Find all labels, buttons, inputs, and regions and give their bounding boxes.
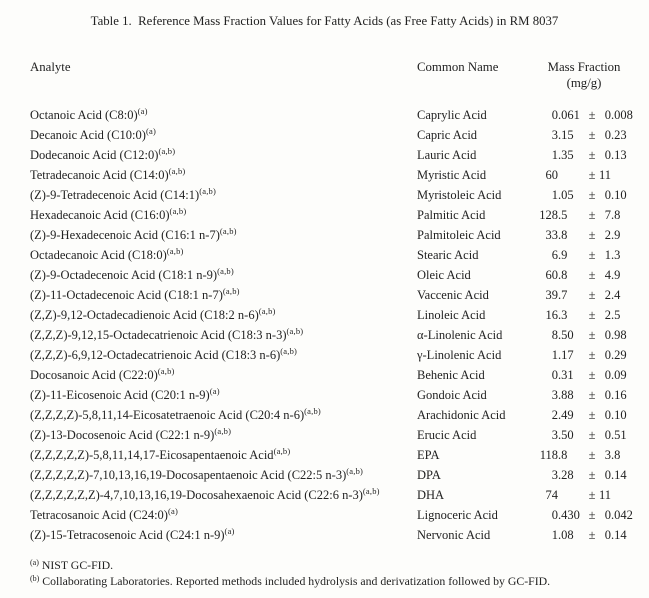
- uncertainty-int: 0: [604, 388, 611, 402]
- common-name-cell: Palmitic Acid: [417, 208, 486, 222]
- common-name-cell: Oleic Acid: [417, 268, 471, 282]
- value-int: 2: [551, 408, 558, 422]
- analyte-footnote-marker: (a,b): [158, 146, 176, 156]
- analyte-name: Decanoic Acid (C10:0): [30, 128, 146, 142]
- mass-fraction-cell: [532, 285, 638, 305]
- uncertainty-int: 0: [604, 128, 611, 142]
- mass-fraction-cell: [532, 145, 638, 165]
- mass-fraction-cell: [532, 425, 638, 445]
- uncertainty-dec: .8: [611, 208, 621, 222]
- common-name-cell: Linoleic Acid: [417, 308, 486, 322]
- analyte-cell: [30, 225, 237, 245]
- table-row: [0, 145, 649, 165]
- uncertainty-int: 0: [604, 368, 611, 382]
- analyte-cell: [30, 365, 175, 385]
- analyte-name: (Z,Z,Z,Z,Z)-5,8,11,14,17-Eicosapentaenoic Acid: [30, 448, 274, 462]
- uncertainty-int: 0: [604, 188, 611, 202]
- analyte-cell: [30, 105, 148, 125]
- table-row: [0, 305, 649, 325]
- analyte-cell: [30, 165, 185, 185]
- mass-fraction-cell: [532, 365, 638, 385]
- value-dec: .08: [558, 528, 574, 542]
- analyte-footnote-marker: (a,b): [258, 306, 276, 316]
- analyte-cell: [30, 185, 216, 205]
- value-dec: .8: [558, 268, 568, 282]
- analyte-cell: [30, 485, 380, 505]
- common-name-cell: Capric Acid: [417, 128, 478, 142]
- common-name-cell: Lauric Acid: [417, 148, 477, 162]
- uncertainty-dec: .5: [611, 308, 621, 322]
- analyte-name: (Z)-11-Octadecenoic Acid (C18:1 n-7): [30, 288, 223, 302]
- common-name-cell: EPA: [417, 448, 440, 462]
- value-int: 1: [551, 188, 558, 202]
- uncertainty-dec: .14: [611, 528, 627, 542]
- uncertainty-int: 0: [604, 468, 611, 482]
- analyte-cell: [30, 385, 220, 405]
- analyte-footnote-marker: (a): [137, 106, 148, 116]
- value-int: 3: [551, 468, 558, 482]
- uncertainty-int: 0: [604, 348, 611, 362]
- uncertainty-int: 1: [604, 248, 611, 262]
- value-int: 60: [545, 168, 558, 182]
- footnotes: [30, 558, 550, 589]
- value-dec: .35: [558, 148, 574, 162]
- uncertainty-dec: .09: [611, 368, 627, 382]
- uncertainty-dec: .51: [611, 428, 627, 442]
- table-row: [0, 405, 649, 425]
- uncertainty-int: 2: [604, 308, 611, 322]
- uncertainty-dec: .9: [611, 268, 621, 282]
- plus-minus-sign: ±: [588, 228, 596, 242]
- table-row: [0, 165, 649, 185]
- mass-fraction-cell: [532, 485, 638, 505]
- analyte-footnote-marker: (a,b): [222, 286, 240, 296]
- value-int: 3: [551, 428, 558, 442]
- uncertainty-int: 0: [604, 408, 611, 422]
- value-int: 33: [545, 228, 558, 242]
- analyte-cell: [30, 405, 321, 425]
- common-name-cell: Stearic Acid: [417, 248, 479, 262]
- table-row: [0, 365, 649, 385]
- plus-minus-sign: ±: [588, 188, 596, 202]
- table-title: Table 1. Reference Mass Fraction Values for Fatty Acids (as Free Fatty Acids) in RM 8037: [90, 14, 559, 28]
- value-dec: .9: [558, 248, 568, 262]
- mass-fraction-cell: [532, 305, 638, 325]
- column-header-analyte: Analyte: [30, 60, 71, 74]
- mass-fraction-cell: [532, 445, 638, 465]
- analyte-name: (Z)-11-Eicosenoic Acid (C20:1 n-9): [30, 388, 210, 402]
- mass-fraction-cell: [532, 345, 638, 365]
- value-dec: .15: [558, 128, 574, 142]
- table-row: [0, 385, 649, 405]
- mass-fraction-unit: (mg/g): [566, 76, 602, 90]
- mass-fraction-cell: [532, 225, 638, 245]
- footnote-b-marker: (b): [30, 573, 40, 583]
- mass-fraction-label: Mass Fraction: [547, 60, 621, 74]
- analyte-footnote-marker: (a,b): [217, 266, 234, 276]
- analyte-name: (Z,Z,Z,Z)-5,8,11,14-Eicosatetraenoic Acid (C20:4 n-6): [30, 408, 305, 422]
- analyte-footnote-marker: (a,b): [199, 186, 217, 196]
- table-row: [0, 225, 649, 245]
- table-row: [0, 485, 649, 505]
- value-dec: .430: [558, 508, 580, 522]
- uncertainty-int: 11: [599, 488, 612, 502]
- mass-fraction-cell: [532, 125, 638, 145]
- uncertainty-int: 3: [604, 448, 611, 462]
- analyte-name: (Z)-9-Hexadecenoic Acid (C16:1 n-7): [30, 228, 220, 242]
- uncertainty-int: 0: [604, 428, 611, 442]
- value-int: 0: [551, 508, 558, 522]
- table-row: [0, 465, 649, 485]
- analyte-name: Hexadecanoic Acid (C16:0): [30, 208, 170, 222]
- mass-fraction-cell: [532, 205, 638, 225]
- value-dec: .3: [558, 308, 568, 322]
- analyte-name: Docosanoic Acid (C22:0): [30, 368, 158, 382]
- analyte-cell: [30, 305, 276, 325]
- value-dec: .061: [558, 108, 580, 122]
- uncertainty-dec: .9: [611, 228, 621, 242]
- uncertainty-dec: .16: [611, 388, 627, 402]
- plus-minus-sign: ±: [588, 208, 596, 222]
- uncertainty-int: 0: [604, 148, 611, 162]
- analyte-footnote-marker: (a): [145, 126, 156, 136]
- uncertainty-dec: .13: [611, 148, 627, 162]
- analyte-footnote-marker: (a): [167, 506, 179, 516]
- table-row: [0, 445, 649, 465]
- uncertainty-int: 2: [604, 288, 611, 302]
- table-row: [0, 265, 649, 285]
- mass-fraction-cell: [532, 465, 638, 485]
- common-name-cell: Myristoleic Acid: [417, 188, 502, 202]
- table-row: [0, 505, 649, 525]
- value-dec: .50: [558, 428, 574, 442]
- uncertainty-dec: .29: [611, 348, 627, 362]
- footnote-a: [30, 558, 550, 574]
- uncertainty-dec: .3: [611, 248, 621, 262]
- analyte-name: Dodecanoic Acid (C12:0): [30, 148, 159, 162]
- plus-minus-sign: ±: [588, 508, 596, 522]
- table-row: [0, 425, 649, 445]
- value-dec: .28: [558, 468, 574, 482]
- uncertainty-int: 2: [604, 228, 611, 242]
- column-header-mass-fraction: [528, 59, 640, 91]
- value-dec: .8: [558, 448, 568, 462]
- analyte-name: Tetradecanoic Acid (C14:0): [30, 168, 169, 182]
- analyte-footnote-marker: (a): [224, 526, 235, 536]
- analyte-name: (Z)-9-Octadecenoic Acid (C18:1 n-9): [30, 268, 218, 282]
- common-name-cell: Behenic Acid: [417, 368, 485, 382]
- analyte-name: Octadecanoic Acid (C18:0): [30, 248, 167, 262]
- uncertainty-dec: .14: [611, 468, 627, 482]
- plus-minus-sign: ±: [588, 268, 596, 282]
- mass-fraction-cell: [532, 505, 638, 525]
- analyte-cell: [30, 345, 297, 365]
- analyte-cell: [30, 425, 231, 445]
- plus-minus-sign: ±: [588, 108, 596, 122]
- plus-minus-sign: ±: [588, 408, 596, 422]
- mass-fraction-cell: [532, 185, 638, 205]
- footnote-a-marker: (a): [30, 558, 39, 567]
- value-dec: .05: [558, 188, 574, 202]
- common-name-cell: Lignoceric Acid: [417, 508, 498, 522]
- plus-minus-sign: ±: [588, 448, 596, 462]
- value-int: 1: [551, 348, 558, 362]
- value-dec: .49: [558, 408, 574, 422]
- plus-minus-sign: ±: [588, 128, 596, 142]
- table-row: [0, 125, 649, 145]
- table-row: [0, 285, 649, 305]
- analyte-name: (Z)-15-Tetracosenoic Acid (C24:1 n-9): [30, 528, 225, 542]
- table-row: [0, 205, 649, 225]
- common-name-cell: γ-Linolenic Acid: [417, 348, 502, 362]
- analyte-footnote-marker: (a,b): [346, 466, 364, 476]
- analyte-footnote-marker: (a,b): [169, 206, 187, 216]
- value-int: 16: [545, 308, 558, 322]
- analyte-cell: [30, 465, 363, 485]
- uncertainty-int: 0: [604, 328, 611, 342]
- mass-fraction-cell: [532, 245, 638, 265]
- uncertainty-dec: .008: [611, 108, 633, 122]
- table-row: [0, 185, 649, 205]
- mass-fraction-cell: [532, 105, 638, 125]
- value-int: 6: [551, 248, 558, 262]
- table-row: [0, 105, 649, 125]
- value-int: 3: [551, 388, 558, 402]
- analyte-cell: [30, 325, 303, 345]
- plus-minus-sign: ±: [588, 288, 596, 302]
- uncertainty-dec: .4: [611, 288, 621, 302]
- plus-minus-sign: ±: [588, 168, 596, 182]
- plus-minus-sign: ±: [588, 368, 596, 382]
- analyte-name: (Z,Z,Z)-9,12,15-Octadecatrienoic Acid (C18:3 n-3): [30, 328, 287, 342]
- analyte-name: (Z,Z)-9,12-Octadecadienoic Acid (C18:2 n-6): [30, 308, 259, 322]
- value-dec: .50: [558, 328, 574, 342]
- analyte-cell: [30, 205, 186, 225]
- uncertainty-dec: .042: [611, 508, 633, 522]
- value-int: 60: [545, 268, 558, 282]
- analyte-footnote-marker: (a,b): [286, 326, 304, 336]
- uncertainty-dec: .10: [611, 408, 627, 422]
- footnote-b-text: Collaborating Laboratories. Reported methods included hydrolysis and derivatization followed by GC-FID.: [42, 573, 551, 588]
- value-dec: .17: [558, 348, 574, 362]
- analyte-footnote-marker: (a,b): [273, 446, 291, 456]
- value-int: 39: [545, 288, 558, 302]
- plus-minus-sign: ±: [588, 468, 596, 482]
- analyte-footnote-marker: (a,b): [280, 346, 298, 356]
- uncertainty-int: 4: [604, 268, 611, 282]
- column-header-common-name: Common Name: [417, 60, 499, 74]
- value-int: 0: [551, 368, 558, 382]
- value-dec: .5: [558, 208, 568, 222]
- common-name-cell: Nervonic Acid: [417, 528, 491, 542]
- common-name-cell: Caprylic Acid: [417, 108, 487, 122]
- value-int: 8: [551, 328, 558, 342]
- analyte-cell: [30, 145, 175, 165]
- table-row: [0, 245, 649, 265]
- table-body: [0, 105, 649, 545]
- plus-minus-sign: ±: [588, 248, 596, 262]
- common-name-cell: Erucic Acid: [417, 428, 477, 442]
- common-name-cell: α-Linolenic Acid: [417, 328, 503, 342]
- analyte-name: (Z)-13-Docosenoic Acid (C22:1 n-9): [30, 428, 215, 442]
- analyte-footnote-marker: (a,b): [166, 246, 184, 256]
- analyte-name: Tetracosanoic Acid (C24:0): [30, 508, 168, 522]
- plus-minus-sign: ±: [588, 488, 596, 502]
- analyte-name: (Z,Z,Z)-6,9,12-Octadecatrienoic Acid (C18:3 n-6): [30, 348, 281, 362]
- analyte-footnote-marker: (a,b): [157, 366, 175, 376]
- plus-minus-sign: ±: [588, 528, 596, 542]
- mass-fraction-cell: [532, 385, 638, 405]
- table-row: [0, 325, 649, 345]
- analyte-name: (Z,Z,Z,Z,Z,Z)-4,7,10,13,16,19-Docosahexaenoic Acid (C22:6 n-3): [30, 488, 363, 502]
- analyte-footnote-marker: (a): [209, 386, 220, 396]
- analyte-footnote-marker: (a,b): [214, 426, 232, 436]
- mass-fraction-cell: [532, 405, 638, 425]
- value-int: 74: [545, 488, 558, 502]
- value-dec: .88: [558, 388, 574, 402]
- common-name-cell: Gondoic Acid: [417, 388, 487, 402]
- common-name-cell: Myristic Acid: [417, 168, 487, 182]
- uncertainty-dec: .23: [611, 128, 627, 142]
- plus-minus-sign: ±: [588, 348, 596, 362]
- value-int: 128: [539, 208, 558, 222]
- analyte-cell: [30, 245, 184, 265]
- value-int: 1: [551, 148, 558, 162]
- uncertainty-int: 0: [604, 508, 611, 522]
- footnote-a-text: NIST GC-FID.: [41, 558, 114, 572]
- analyte-cell: [30, 285, 240, 305]
- value-int: 1: [551, 528, 558, 542]
- table-row: [0, 345, 649, 365]
- uncertainty-int: 11: [599, 168, 612, 182]
- uncertainty-dec: .98: [611, 328, 627, 342]
- analyte-cell: [30, 505, 178, 525]
- value-dec: .31: [558, 368, 574, 382]
- uncertainty-dec: .8: [611, 448, 621, 462]
- analyte-footnote-marker: (a,b): [168, 166, 186, 176]
- analyte-footnote-marker: (a,b): [304, 406, 321, 416]
- plus-minus-sign: ±: [588, 388, 596, 402]
- analyte-cell: [30, 445, 290, 465]
- analyte-footnote-marker: (a,b): [362, 486, 380, 496]
- value-int: 3: [551, 128, 558, 142]
- uncertainty-dec: .10: [611, 188, 627, 202]
- plus-minus-sign: ±: [588, 428, 596, 442]
- analyte-cell: [30, 265, 234, 285]
- value-dec: .7: [558, 288, 568, 302]
- mass-fraction-cell: [532, 265, 638, 285]
- analyte-cell: [30, 525, 235, 545]
- plus-minus-sign: ±: [588, 328, 596, 342]
- common-name-cell: Palmitoleic Acid: [417, 228, 501, 242]
- plus-minus-sign: ±: [588, 148, 596, 162]
- table-row: [0, 525, 649, 545]
- footnote-b: [30, 574, 550, 590]
- mass-fraction-cell: [532, 525, 638, 545]
- mass-fraction-cell: [532, 325, 638, 345]
- analyte-cell: [30, 125, 156, 145]
- analyte-name: (Z)-9-Tetradecenoic Acid (C14:1): [30, 188, 200, 202]
- common-name-cell: Arachidonic Acid: [417, 408, 506, 422]
- common-name-cell: DHA: [417, 488, 445, 502]
- common-name-cell: DPA: [417, 468, 441, 482]
- common-name-cell: Vaccenic Acid: [417, 288, 489, 302]
- value-dec: .8: [558, 228, 568, 242]
- analyte-name: (Z,Z,Z,Z,Z)-7,10,13,16,19-Docosapentaenoic Acid (C22:5 n-3): [30, 468, 347, 482]
- analyte-name: Octanoic Acid (C8:0): [30, 108, 138, 122]
- uncertainty-int: 0: [604, 528, 611, 542]
- mass-fraction-cell: [532, 165, 638, 185]
- value-int: 118: [539, 448, 558, 462]
- analyte-footnote-marker: (a,b): [219, 226, 237, 236]
- uncertainty-int: 7: [604, 208, 611, 222]
- plus-minus-sign: ±: [588, 308, 596, 322]
- value-int: 0: [551, 108, 558, 122]
- uncertainty-int: 0: [604, 108, 611, 122]
